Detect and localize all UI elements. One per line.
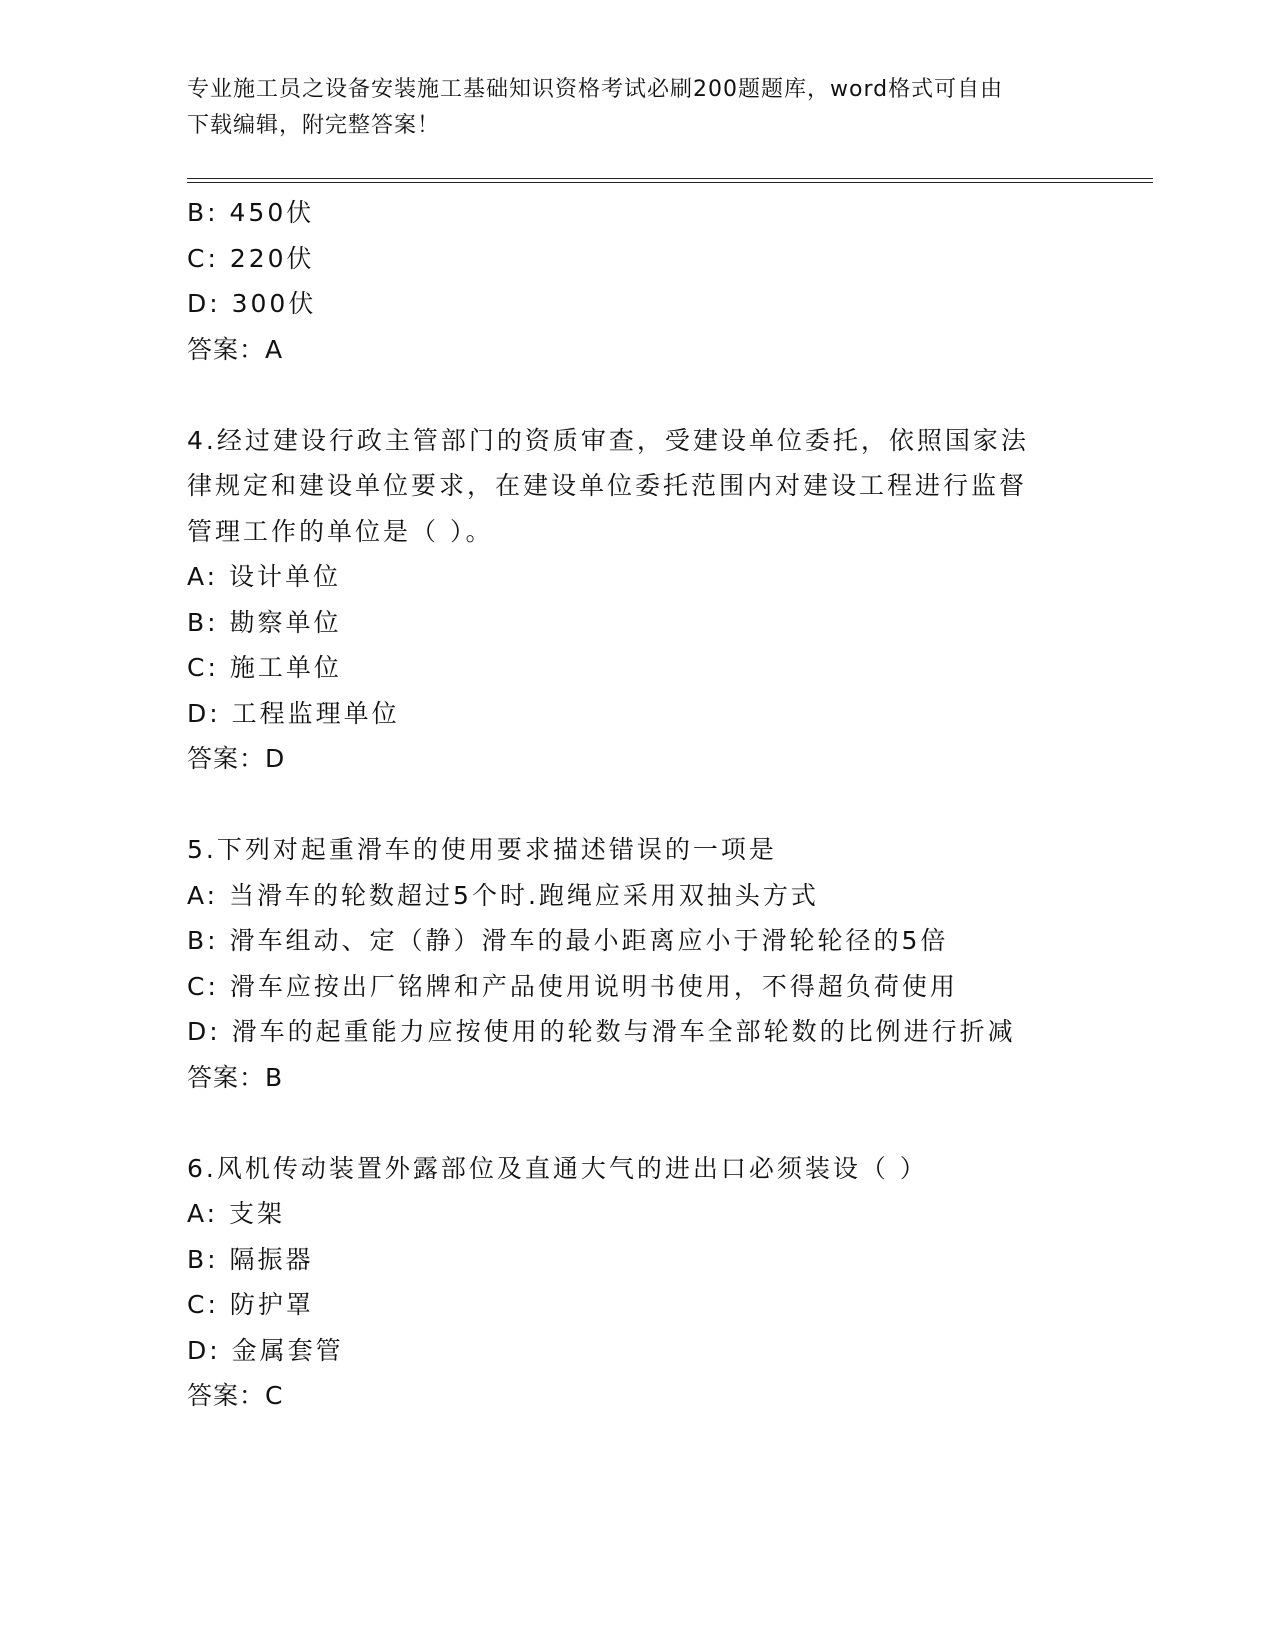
spacer (187, 1100, 1147, 1146)
q6-option-d: D: 金属套管 (187, 1335, 344, 1365)
q3-option-b: B: 450伏 (187, 198, 315, 227)
q6-answer: 答案：C (187, 1381, 284, 1410)
document-header (187, 72, 1087, 144)
q4-answer: 答案：D (187, 744, 286, 773)
q5-stem-line-1: 5.下列对起重滑车的使用要求描述错误的一项是 (187, 835, 777, 864)
spacer (187, 372, 1147, 418)
q5-option-b: B: 滑车组动、定（静）滑车的最小距离应小于滑轮轮径的5倍 (187, 926, 949, 955)
q4-option-b: B: 勘察单位 (187, 607, 342, 637)
question-list (187, 190, 1147, 1419)
q3-option-c: C: 220伏 (187, 243, 315, 273)
header-divider (187, 178, 1153, 183)
question-4 (187, 418, 1147, 782)
q4-stem-line-1: 4.经过建设行政主管部门的资质审查，受建设单位委托，依照国家法 (187, 425, 1029, 455)
q5-option-d: D: 滑车的起重能力应按使用的轮数与滑车全部轮数的比例进行折减 (187, 1017, 1016, 1046)
q5-answer: 答案：B (187, 1062, 284, 1092)
q4-stem-line-3: 管理工作的单位是（ ）。 (187, 516, 494, 546)
q4-option-d: D: 工程监理单位 (187, 698, 400, 728)
question-5 (187, 827, 1147, 1100)
question-6 (187, 1146, 1147, 1419)
q6-option-c: C: 防护罩 (187, 1290, 314, 1319)
q5-option-a: A: 当滑车的轮数超过5个时.跑绳应采用双抽头方式 (187, 880, 819, 910)
q6-option-a: A: 支架 (187, 1199, 286, 1228)
q4-stem-line-2: 律规定和建设单位要求，在建设单位委托范围内对建设工程进行监督 (187, 471, 1028, 500)
q4-option-a: A: 设计单位 (187, 562, 342, 591)
q3-option-d: D: 300伏 (187, 289, 317, 318)
spacer (187, 782, 1147, 828)
header-title-line-2: 下载编辑，附完整答案！ (187, 113, 441, 138)
q6-stem-line-1: 6.风机传动装置外露部位及直通大气的进出口必须装设（ ） (187, 1153, 928, 1183)
q5-option-c: C: 滑车应按出厂铭牌和产品使用说明书使用，不得超负荷使用 (187, 971, 958, 1001)
header-title-line-1: 专业施工员之设备安装施工基础知识资格考试必刷200题题库，word格式可自由 (187, 77, 1004, 102)
q3-answer: 答案：A (187, 334, 284, 364)
q6-option-b: B: 隔振器 (187, 1244, 314, 1274)
q4-option-c: C: 施工单位 (187, 653, 342, 682)
question-3-tail (187, 190, 1147, 372)
